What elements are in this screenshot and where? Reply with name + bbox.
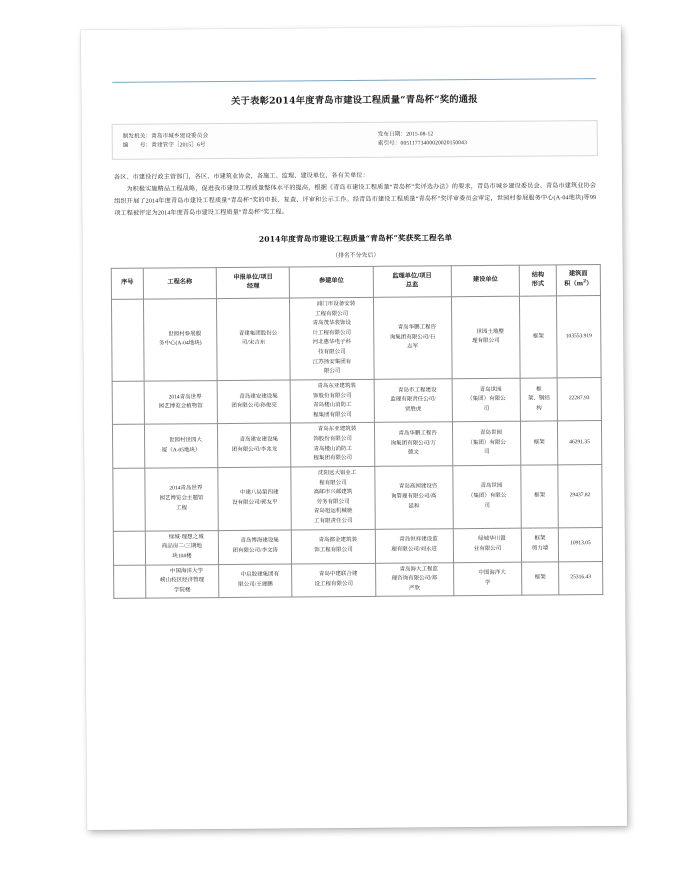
cell-builder (453, 528, 522, 562)
cell-project-name-line: 务中心(A-04地块) (159, 340, 202, 347)
cell-supervisor-line: 理有限公司/刘永进 (391, 546, 437, 553)
cell-applicant-line: 中建八局第四建 (239, 489, 279, 497)
page-content (109, 78, 605, 790)
cell-builder-line: 司 (483, 449, 490, 456)
cell-builder (452, 378, 521, 422)
cell-project-name (144, 424, 218, 468)
cell-project-name-line: 2014青岛世界 (168, 393, 202, 400)
cell-structure-line: 框 (536, 386, 542, 393)
date-value: 2015-08-12 (406, 131, 434, 138)
cell-builder-line: （集团）有限公 (467, 492, 507, 500)
supervisor-header-line2: 总监 (405, 281, 419, 289)
docnum-label: 编 号： (122, 142, 152, 149)
cell-participants-line: 程有限公司 (319, 479, 347, 486)
cell-participants-line: 技有限公司 (318, 349, 346, 356)
cell-participants (291, 423, 374, 467)
cell-builder-line: 理有限公司 (472, 338, 500, 345)
cell-structure: 框架 (521, 465, 558, 528)
area-header-unit: m (576, 280, 584, 288)
cell-participants-line: 计工程有限公司 (312, 329, 352, 337)
table-row (112, 421, 601, 468)
cell-participants-line: 青岛茂华装饰设 (312, 320, 351, 327)
cell-applicant (218, 423, 292, 467)
cell-applicant-line: 青建集团股份公 (238, 330, 278, 337)
cell-supervisor-line: 青岛华鹏工程咨 (398, 430, 437, 437)
index-value: 00511773400020020150043 (400, 139, 467, 147)
cell-participants (292, 563, 375, 598)
cell-project-name-line: 崂山校区经济管理 (160, 577, 205, 584)
area-header-close: ） (586, 280, 593, 288)
issuer-value: 青岛市城乡建设委员会 (151, 133, 209, 140)
cell-participants-line: 河北惠华电子科 (312, 339, 352, 346)
column-header-project-name: 工程名称 (143, 267, 217, 299)
cell-applicant-line: 青岛博海建设集 (240, 538, 279, 545)
cell-participants-line: 沈阳远大铝业工 (318, 469, 357, 477)
cell-applicant (217, 380, 291, 424)
cell-structure-line: 架、钢结 (527, 395, 550, 402)
document-metadata-box (112, 120, 598, 160)
cell-project-name-line: 厦（A-05地块） (161, 446, 201, 454)
cell-participants-line: 程集团有限公司 (313, 411, 352, 419)
document-sheet (81, 26, 627, 830)
cell-structure (522, 528, 559, 562)
cell-project-name (143, 298, 217, 381)
cell-project-name (144, 380, 218, 424)
cell-builder-line: 青岛世园 (480, 483, 503, 490)
document-sheet-wrapper (81, 26, 627, 830)
applicant-header-line1: 申报单位/项目 (233, 273, 273, 281)
cell-supervisor-line: 询集团有限公司/石 (389, 333, 436, 341)
cell-project-name-line: 世园村参展服 (168, 330, 202, 338)
cell-supervisor (374, 466, 453, 529)
docnum-value: 青建管字［2015］6号 (151, 141, 206, 149)
cell-no (113, 531, 145, 565)
cell-builder-line: 业有限公司 (473, 545, 502, 553)
cell-applicant (219, 564, 293, 598)
cell-project-name-line: 学院楼 (173, 587, 191, 594)
cell-supervisor-line: 青岛海大工程监 (399, 565, 438, 573)
cell-supervisor (375, 562, 453, 596)
cell-no (114, 565, 146, 599)
cell-participants-line: 饰工程有限公司 (314, 547, 353, 554)
column-header-supervisor (373, 266, 451, 298)
cell-supervisor-line: 志军 (407, 343, 419, 350)
cell-project-name-line: 园艺博览会植物馆 (158, 403, 203, 410)
cell-participants-line: 江苏扬安集团有 (312, 358, 352, 365)
cell-participants-line: 程集团有限公司 (313, 455, 353, 462)
award-table-title: 2014年度青岛市建设工程质量“青岛杯”奖获奖工程名单 (258, 233, 453, 244)
cell-participants (291, 466, 375, 529)
cell-project-name-line: 2014青岛世界 (169, 485, 203, 492)
column-header-structure (520, 265, 557, 296)
cell-participants-line: 青岛旭运机械施 (313, 508, 353, 515)
cell-project-name-line: 世园村世园大 (168, 437, 202, 444)
document-title: 关于表彰2014年度青岛市建设工程质量“青岛杯”奖的通报 (231, 94, 478, 107)
cell-applicant-line: 团有限公司/孙俊亮 (231, 402, 277, 410)
cell-supervisor (375, 528, 453, 562)
cell-supervisor-line: 严欣 (408, 585, 421, 592)
body-paragraph-main: 为积极实施精品工程战略，促进我市建设工程质量整体水平的提高，根据《青岛市建设工程质量“青岛杯”奖评选办法》的要求，青岛市城乡建设委员会、青岛市建筑业协会组织开展了2014年度青岛市建设工程质量“青岛杯”奖的申报、复查、评审和公示工作。经青岛市建设工程质量“青岛杯”奖评审委员会审定，世园村参展服务中心(A-04地块)等99项工程被评定为2014年度青岛市建设工程质量“青岛杯”奖工程。 (114, 183, 597, 217)
cell-supervisor-line: 询集团有限公司/万 (390, 440, 437, 447)
cell-supervisor (374, 422, 453, 466)
cell-applicant-line: 设有限公司/郭友平 (232, 499, 278, 506)
docnum-field (123, 140, 378, 151)
cell-supervisor-line: 青岛恒祥建设监 (399, 536, 438, 544)
issuer-label: 制发机关： (122, 133, 152, 140)
cell-supervisor-line: 德文 (407, 449, 419, 457)
cell-applicant-line: 青岛建安建设集 (239, 436, 279, 443)
column-header-no: 序号 (111, 268, 143, 299)
cell-builder-line: 学 (484, 579, 491, 586)
cell-participants-line: 工有限责任公司 (313, 518, 353, 525)
award-table-header-row (111, 264, 600, 299)
cell-applicant-line: 限公司/王建鹏 (238, 581, 273, 588)
cell-applicant (218, 467, 292, 530)
cell-builder (453, 562, 522, 596)
table-row (112, 377, 601, 424)
cell-participants-line: 高邮市兴邮建筑 (313, 489, 353, 496)
cell-project-name-line: 商品房二\三期地 (161, 543, 202, 550)
table-row (113, 464, 602, 531)
cell-builder-line: 青岛世园 (479, 386, 502, 393)
structure-header-line1: 结构 (531, 271, 545, 279)
cell-no (113, 468, 145, 531)
cell-builder (451, 296, 520, 379)
cell-no (112, 425, 144, 469)
cell-supervisor-line: 理咨询有限公司/郑 (391, 575, 438, 582)
cell-participants-line: 工程有限公司 (315, 310, 349, 317)
applicant-header-line2: 经理 (246, 282, 260, 290)
document-body (114, 169, 596, 220)
cell-supervisor-line: 延和 (408, 503, 420, 510)
cell-area: 29437.82 (558, 464, 603, 527)
cell-applicant (217, 298, 291, 381)
cell-builder-line: 中国海洋大 (478, 570, 506, 577)
cell-area: 22287.93 (557, 377, 601, 421)
cell-builder-line: 司 (483, 405, 490, 412)
cell-applicant-line: 团有限公司/李兆龙 (231, 446, 278, 453)
cell-participants (291, 379, 374, 423)
cell-supervisor-line: 贾胜虎 (404, 406, 422, 413)
column-header-applicant (216, 267, 290, 299)
cell-area: 10913.05 (558, 527, 602, 561)
cell-no (111, 299, 143, 381)
area-header-line2 (559, 279, 598, 289)
cell-applicant (218, 530, 292, 564)
cell-participants-line: 青岛东亚建筑装 (317, 426, 357, 433)
area-header-open: 积（ (564, 280, 577, 288)
cell-participants-line: 劳务有限公司 (316, 498, 350, 506)
cell-builder-line: 世园土地整 (476, 328, 504, 335)
award-table-body (111, 295, 602, 598)
cell-structure-line: 剪力墙 (531, 545, 549, 552)
cell-participants-line: 青岛楼山消防工 (313, 402, 352, 409)
award-table-subtitle: （排名不分先后） (332, 252, 380, 260)
cell-structure-line: 框架 (534, 535, 546, 543)
cell-builder (453, 465, 522, 528)
cell-participants-line: 饰股份有限公司 (312, 392, 352, 399)
cell-project-name-line: 中国海洋大学 (169, 567, 203, 574)
cell-builder-line: 司 (484, 502, 490, 509)
cell-supervisor-line: 青岛市工程建设 (398, 387, 437, 394)
cell-builder-line: 绿城华川置 (478, 536, 506, 543)
cell-structure: 框架 (522, 561, 559, 595)
cell-participants-line: 设工程有限公司 (314, 580, 354, 588)
cell-builder (452, 422, 521, 466)
cell-participants-line: 浦门市设备安装 (316, 300, 356, 308)
cell-participants-line: 青岛楼山消防工 (313, 445, 352, 452)
cell-project-name-line: 园艺博览会主题馆 (159, 495, 204, 502)
cell-project-name (145, 467, 219, 530)
cell-participants-line: 限公司 (323, 368, 341, 375)
table-row (114, 561, 603, 599)
cell-builder-line: （集团）有限公 (467, 396, 506, 403)
index-field (378, 138, 587, 148)
cell-supervisor (374, 379, 453, 423)
cell-applicant-line: 司/宋吉东 (241, 340, 266, 347)
cell-area: 25316.43 (559, 561, 603, 595)
column-header-participants: 参建单位 (290, 266, 373, 298)
cell-project-name-line: 块10#楼 (172, 553, 192, 560)
cell-project-name (145, 530, 219, 564)
cell-participants-line: 青岛中建联合建 (318, 571, 358, 578)
cell-area: 103553.919 (556, 295, 601, 377)
award-table (111, 264, 604, 599)
cell-supervisor-line: 询管理有限公司/高 (390, 493, 437, 500)
cell-supervisor-line: 监理有限责任公司/ (390, 396, 436, 404)
cell-project-name (145, 564, 219, 598)
cell-participants-line: 饰股份有限公司 (313, 436, 352, 443)
cell-area: 46291.35 (557, 421, 601, 465)
cell-participants-line: 青岛都金建筑装 (318, 537, 358, 544)
cell-project-name-line: 工程 (176, 504, 188, 511)
cell-participants (292, 529, 375, 564)
table-row (111, 295, 601, 381)
column-header-builder: 建设单位 (451, 265, 520, 297)
cell-structure (520, 378, 557, 422)
cell-supervisor (373, 297, 452, 380)
cell-applicant-line: 中启胶建集团有 (240, 571, 280, 579)
structure-header-line2: 形式 (531, 280, 545, 288)
area-header-exponent: 2 (583, 279, 587, 285)
cell-no (112, 381, 144, 425)
cell-builder-line: （集团）有限公 (467, 439, 506, 446)
cell-applicant-line: 团有限公司/李文涛 (232, 547, 279, 555)
cell-participants (290, 297, 374, 380)
supervisor-header-line1: 监理单位/项目 (392, 272, 432, 280)
cell-structure: 框架 (520, 296, 557, 378)
cell-supervisor-line: 青岛华鹏工程咨 (397, 324, 437, 331)
cell-project-name-line: 绿城·理想之城 (168, 533, 204, 541)
cell-applicant-line: 青岛建安建设集 (239, 393, 278, 400)
date-label: 发布日期： (377, 131, 407, 138)
cell-structure-line: 构 (536, 405, 542, 412)
cell-supervisor-line: 青岛高园建设咨 (398, 483, 438, 490)
cell-structure: 框架 (521, 421, 558, 465)
table-row (113, 527, 602, 565)
body-paragraph-salutation: 各区、市建设行政主管部门，各区、市建筑业协会，各施工、监理、建设单位，各有关单位： (114, 173, 369, 182)
cell-builder-line: 青岛世园 (479, 430, 503, 437)
area-header-line1: 建筑面 (568, 270, 588, 278)
column-header-area (556, 264, 600, 295)
index-label: 索引号： (377, 140, 401, 147)
cell-participants-line: 青岛东亚建筑装 (317, 382, 356, 390)
